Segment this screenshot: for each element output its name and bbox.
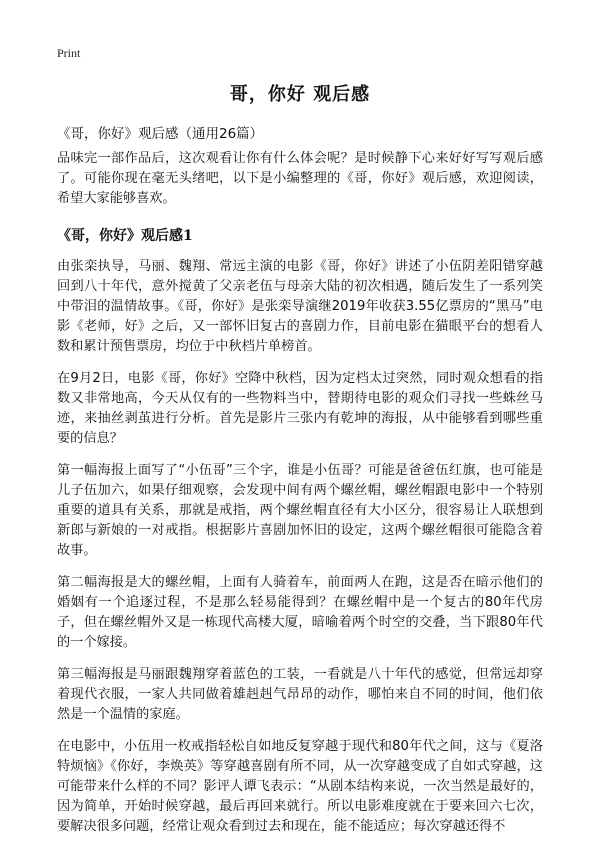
body-paragraph: 第一幅海报上面写了“小伍哥”三个字，谁是小伍哥？可能是爸爸伍红旗，也可能是儿子伍加六，如果仔细观察，会发现中间有两个螺丝帽，螺丝帽跟电影中一个特别重要的道具有关系，那就是戒指，两个螺丝帽直径有大小区分，很容易让人联想到新郎与新娘的一对戒指。根据影片喜剧加怀旧的设定，这两个螺丝帽很可能隐含着故事。 (57, 463, 543, 558)
article-body (57, 149, 543, 849)
body-paragraph: 第三幅海报是马丽跟魏翔穿着蓝色的工装，一看就是八十年代的感觉，但常远却穿着现代衣服，一家人共同做着雄赳赳气昂昂的动作，哪怕来自不同的时间，他们依然是一个温情的家庭。 (57, 667, 543, 722)
body-paragraph: 在9月2日，电影《哥，你好》空降中秋档，因为定档太过突然，同时观众想看的指数又非常地高，今天从仅有的一些物料当中，替期待电影的观众们寻找一些蛛丝马迹，来抽丝剥茧进行分析。首先是影片三张内有乾坤的海报，从中能够看到哪些重要的信息？ (57, 371, 543, 446)
intro-paragraph: 品味完一部作品后，这次观看让你有什么体会呢？是时候静下心来好好写写观后感了。可能你现在毫无头绪吧，以下是小编整理的《哥，你好》观后感，欢迎阅读，希望大家能够喜欢。 (57, 151, 543, 206)
article-subtitle: 《哥，你好》观后感（通用26篇） (57, 126, 264, 142)
print-link[interactable]: Print (57, 46, 81, 60)
body-paragraph: 由张栾执导，马丽、魏翔、常远主演的电影《哥，你好》讲述了小伍阴差阳错穿越回到八十年代，意外搅黄了父亲老伍与母亲大陆的初次相遇，随后发生了一系列笑中带泪的温情故事。《哥，你好》是张栾导演继2019年收获3.55亿票房的“黑马”电影《老师，好》之后，又一部怀旧复古的喜剧力作，目前电影在猫眼平台的想看人数和累计预售票房，均位于中秋档片单榜首。 (57, 259, 543, 354)
body-paragraph: 第二幅海报是大的螺丝帽，上面有人骑着车，前面两人在跑，这是否在暗示他们的婚姻有一个追逐过程，不是那么轻易能得到？在螺丝帽中是一个复古的80年代房子，但在螺丝帽外又是一栋现代高楼大厦，暗喻着两个时空的交叠，当下跟80年代的一个嫁接。 (57, 575, 543, 650)
section-heading: 《哥，你好》观后感1 (57, 228, 193, 244)
page-title: 哥，你好 观后感 (229, 84, 371, 105)
body-paragraph: 在电影中，小伍用一枚戒指轻松自如地反复穿越于现代和80年代之间，这与《夏洛特烦恼》《你好，李焕英》等穿越喜剧有所不同，从一次穿越变成了自如式穿越，这可能带来什么样的不同？影评人谭飞表示：“从剧本结构来说，一次当然是最好的，因为简单，开始时候穿越，最后再回来就行。所以电影难度就在于要来回六七次，要解决很多问题，经常让观众看到过去和现在，能不能适应；每次穿越还得不 (57, 739, 543, 834)
